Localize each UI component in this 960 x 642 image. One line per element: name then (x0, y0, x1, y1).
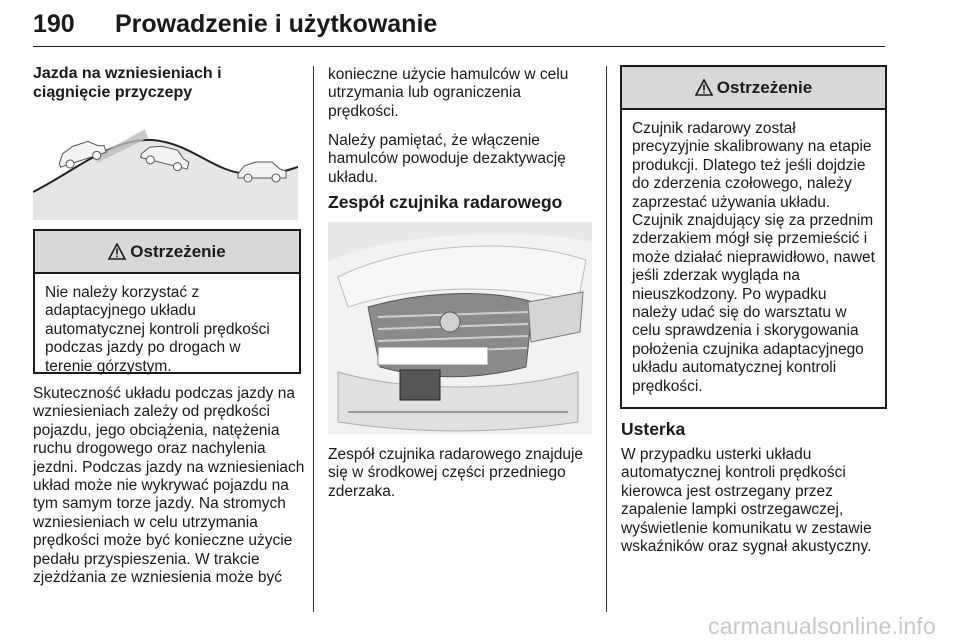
section-heading: Jazda na wzniesieniach i ciągnięcie przyczepy (33, 65, 222, 101)
page-title: Prowadzenie i użytkowanie (115, 10, 438, 38)
warning-title: Ostrzeżenie (716, 77, 813, 97)
warning-text: Nie należy korzystać z adaptacyjnego układu automatycznej kontroli prędkości podczas jazdy po drogach w terenie górzystym. (45, 284, 270, 375)
warning-title: Ostrzeżenie (130, 241, 226, 261)
warning-box (620, 65, 887, 409)
body-paragraph: Skuteczność układu podczas jazdy na wzniesieniach zależy od prędkości pojazdu, jego obciążenia, natężenia ruchu drogowego oraz nachylenia jezdni. Podczas jazdy na wzniesieniach układ może nie wykrywać pojazdu na tym samym torze jazdy. Na stromych wzniesieniach w celu utrzymania prędkości może być konieczne użycie pedału przyspieszenia. W trakcie zjeżdżania ze wzniesienia może być (33, 385, 305, 587)
warning-text: Czujnik radarowy został precyzyjnie skalibrowany na etapie produkcji. Dlatego też jeśli dojdzie do zderzenia czołowego, należy zaprzestać używania układu. Czujnik znajdujący się za przednim zderzakiem mógł się przemieścić i może działać nieprawidłowo, nawet jeśli zderzak wygląda na nieuszkodzony. Po wypadku należy udać się do warsztatu w celu sprawdzenia i skorygowania położenia czujnika adaptacyjnego układu automatycznej kontroli prędkości. (632, 120, 875, 395)
section-heading: Usterka (621, 419, 686, 439)
section-heading: Zespół czujnika radarowego (328, 192, 563, 212)
watermark: carmanualsonline.info (708, 613, 936, 639)
body-paragraph: Należy pamiętać, że włączenie hamulców powoduje dezaktywację układu. (328, 132, 566, 186)
page-header (33, 6, 885, 47)
body-paragraph: konieczne użycie hamulców w celu utrzymania lub ograniczenia prędkości. (328, 66, 569, 120)
car-front-radar-sensor-illustration (328, 222, 592, 434)
body-paragraph: W przypadku usterki układu automatycznej kontroli prędkości kierowca jest ostrzegany przez zapalenie lampki ostrzegawczej, wyświetlenie komunikatu w zestawie wskaźników oraz sygnał akustyczny. (621, 446, 872, 556)
warning-box (33, 229, 301, 374)
warning-header (622, 67, 885, 110)
page-number: 190 (33, 10, 75, 38)
body-paragraph: Zespół czujnika radarowego znajduje się w środkowej części przedniego zderzaka. (328, 446, 584, 500)
column-divider (313, 66, 314, 612)
cars-on-hill-illustration (33, 112, 298, 220)
warning-triangle-icon (108, 243, 126, 260)
column-divider (606, 66, 607, 612)
left-column (33, 64, 301, 102)
warning-header (35, 231, 299, 274)
warning-triangle-icon (695, 79, 713, 96)
